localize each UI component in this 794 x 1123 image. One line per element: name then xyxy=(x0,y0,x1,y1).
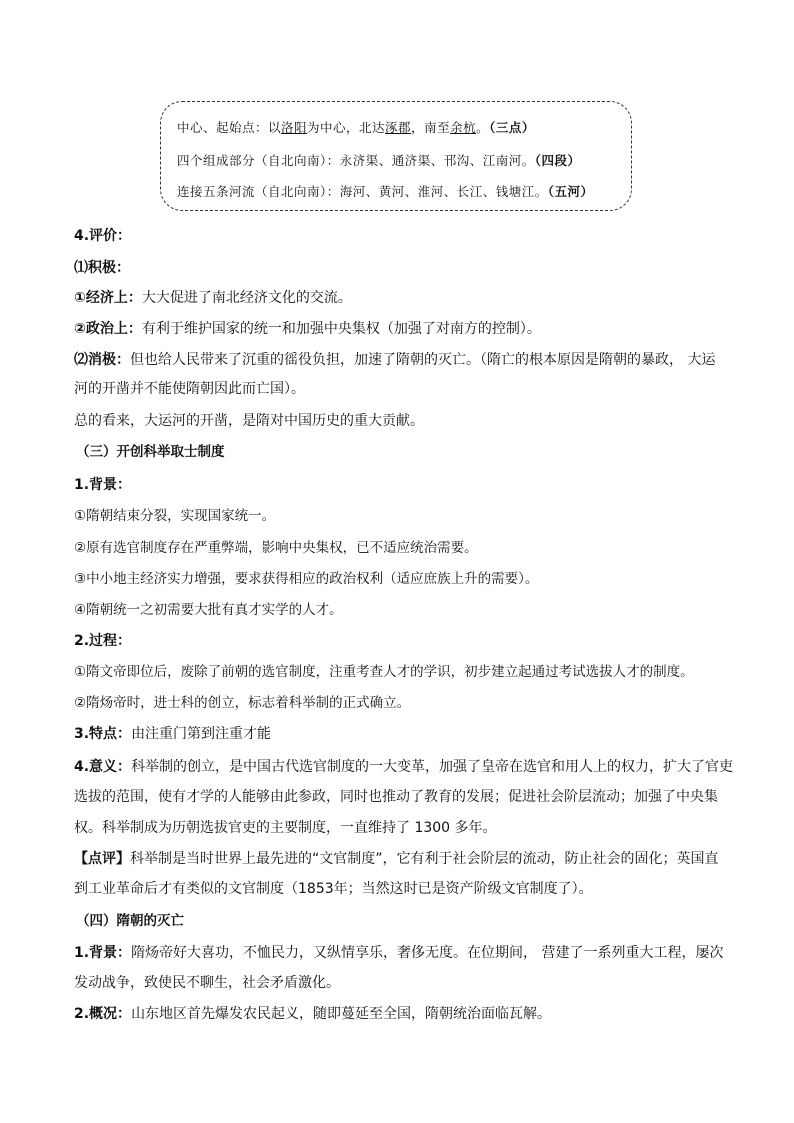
fall-background-text: 隋炀帝好大喜功，不恤民力，又纵情享乐，奢侈无度。在位期间， 营建了一系列重大工程，屡次 xyxy=(131,945,724,961)
box-text: 。 xyxy=(476,120,490,135)
features-point xyxy=(74,724,271,744)
overview-label: 2.概况： xyxy=(74,1006,132,1022)
luoyang-term: 洛阳 xyxy=(281,120,308,135)
fall-background-text-2: 发动战争，致使民不聊生，社会矛盾激化。 xyxy=(74,975,340,991)
significance-text: 科举制的创立，是中国古代选官制度的一大变革，加强了皇帝在选官和用人上的权力，扩大了官吏 xyxy=(131,759,734,775)
yuhang-term: 余杭 xyxy=(450,120,477,135)
overview-text: 山东地区首先爆发农民起义，随即蔓延至全国，隋朝统治面临瓦解。 xyxy=(131,1006,552,1022)
box-text: 连接五条河流（自北向南）：海河、黄河、淮河、长江、钱塘江。 xyxy=(177,184,548,199)
significance-label: 4.意义： xyxy=(74,759,132,775)
significance-text-2: 选拔的范围，使有才学的人能够由此参政，同时也推动了教育的发展；促进社会阶层流动；加强了中央集 xyxy=(74,789,718,805)
box-line-sections xyxy=(177,151,581,169)
fall-background-label: 1.背景： xyxy=(74,945,132,961)
overview-point xyxy=(74,1004,551,1024)
features-label: 3.特点： xyxy=(74,726,132,742)
sui-fall-heading: （四）隋朝的灭亡 xyxy=(76,913,184,929)
economic-text: 大大促进了南北经济文化的交流。 xyxy=(141,290,352,306)
background-item-4: ④隋朝统一之初需要大批有真才实学的人才。 xyxy=(74,602,343,618)
background-heading: 1.背景： xyxy=(74,477,132,493)
summary-text: 总的看来，大运河的开凿，是隋对中国历史的重大贡献。 xyxy=(74,413,424,429)
background-item-3: ③中小地主经济实力增强，要求获得相应的政治权利（适应庶族上升的需要）。 xyxy=(74,571,539,587)
grand-canal-summary-box xyxy=(160,101,632,211)
negative-label: ⑵消极： xyxy=(74,352,130,368)
political-point xyxy=(74,319,541,339)
comment-text-2: 到工业革命后才有类似的文官制度（1853年；当然这时已是资产阶级文官制度了）。 xyxy=(74,881,593,897)
box-text: 为中心，北达 xyxy=(307,120,386,135)
negative-point xyxy=(74,350,715,370)
box-text: 中心、起始点：以 xyxy=(177,120,282,135)
box-text: 四个组成部分（自北向南）：永济渠、通济渠、邗沟、江南河。 xyxy=(177,153,535,168)
economic-label: ①经济上： xyxy=(74,290,142,306)
box-line-rivers xyxy=(177,182,594,200)
comment-point xyxy=(74,849,719,869)
process-item-2: ②隋炀帝时，进士科的创立，标志着科举制的正式确立。 xyxy=(74,695,411,711)
comment-label: 【点评】 xyxy=(74,851,130,867)
background-item-1: ①隋朝结束分裂，实现国家统一。 xyxy=(74,508,276,524)
negative-text-continued: 河的开凿并不能使隋朝因此而亡国）。 xyxy=(74,381,305,397)
five-rivers-tag: （五河） xyxy=(547,184,594,199)
fall-background-point xyxy=(74,943,724,963)
comment-text: 科举制是当时世界上最先进的“文官制度”，它有利于社会阶层的流动，防止社会的固化；英国直 xyxy=(130,851,719,867)
box-line-center xyxy=(177,118,535,136)
features-text: 由注重门第到注重才能 xyxy=(131,726,272,742)
process-item-1: ①隋文帝即位后，废除了前朝的选官制度，注重考查人才的学识，初步建立起通过考试选拔人才的制度。 xyxy=(74,664,694,680)
box-text: ，南至 xyxy=(411,120,451,135)
evaluation-heading: 4.评价： xyxy=(74,228,132,244)
background-item-2: ②原有选官制度存在严重弊端，影响中央集权，已不适应统治需要。 xyxy=(74,540,478,556)
keju-section-heading: （三）开创科举取士制度 xyxy=(76,444,225,460)
economic-point xyxy=(74,288,352,308)
three-points-tag: （三点） xyxy=(489,120,535,135)
significance-point xyxy=(74,757,733,777)
negative-text: 但也给人民带来了沉重的徭役负担，加速了隋朝的灭亡。（隋亡的根本原因是隋朝的暴政， 大运 xyxy=(130,352,716,368)
four-sections-tag: （四段） xyxy=(534,153,581,168)
positive-heading: ⑴积极： xyxy=(74,260,130,276)
process-heading: 2.过程： xyxy=(74,633,132,649)
zhuojun-term: 涿郡 xyxy=(385,120,412,135)
significance-text-3: 权。科举制成为历朝选拔官吏的主要制度，一直维持了 1300 多年。 xyxy=(74,820,497,836)
political-text: 有利于维护国家的统一和加强中央集权（加强了对南方的控制）。 xyxy=(141,321,541,337)
political-label: ②政治上： xyxy=(74,321,142,337)
